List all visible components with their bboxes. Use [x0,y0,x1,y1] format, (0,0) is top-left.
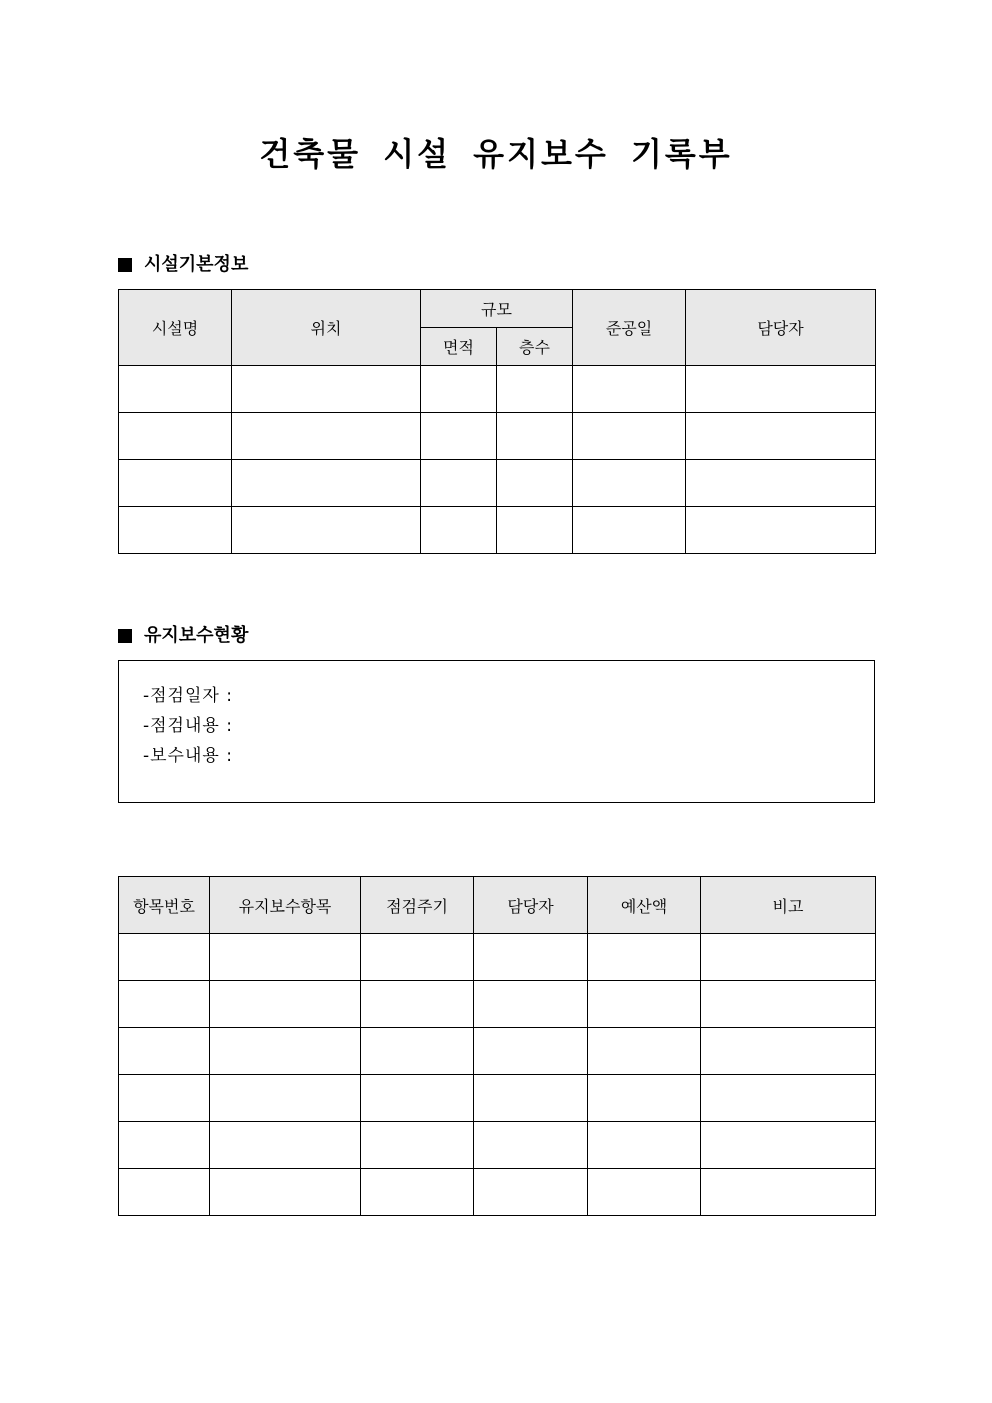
table-cell[interactable] [361,1169,474,1216]
table-cell[interactable] [474,934,588,981]
table-row [119,934,876,981]
square-bullet-icon [118,258,132,272]
table-cell[interactable] [119,1169,210,1216]
table-cell[interactable] [497,507,573,554]
table-cell[interactable] [588,934,701,981]
table-cell[interactable] [232,366,421,413]
table-cell[interactable] [686,460,876,507]
page-title: 건축물 시설 유지보수 기록부 [259,135,733,173]
table-cell[interactable] [701,981,876,1028]
table-cell[interactable] [119,981,210,1028]
table-cell[interactable] [361,1122,474,1169]
table-cell[interactable] [232,507,421,554]
table-cell[interactable] [573,507,686,554]
table-cell[interactable] [232,460,421,507]
table-cell[interactable] [701,1075,876,1122]
table-row [119,460,876,507]
header-manager: 담당자 [474,877,588,934]
maintenance-items-table [118,876,876,1216]
section-heading-maintenance-status [118,624,248,648]
table-cell[interactable] [119,507,232,554]
table-cell[interactable] [701,934,876,981]
header-completion-date: 준공일 [573,290,686,366]
header-item-number: 항목번호 [119,877,210,934]
maintenance-status-box[interactable] [118,660,875,803]
header-budget: 예산액 [588,877,701,934]
table-cell[interactable] [421,413,497,460]
table-cell[interactable] [701,1028,876,1075]
facility-info-table [118,289,876,554]
table-cell[interactable] [588,1028,701,1075]
table-cell[interactable] [474,1075,588,1122]
table-cell[interactable] [497,366,573,413]
table-row [119,1169,876,1216]
table-cell[interactable] [361,1075,474,1122]
table-cell[interactable] [119,934,210,981]
table-row [119,507,876,554]
inspection-content-label: -점검내용 : [143,716,233,736]
table-cell[interactable] [497,413,573,460]
table-cell[interactable] [119,460,232,507]
table-cell[interactable] [573,460,686,507]
table-cell[interactable] [686,413,876,460]
header-scale: 규모 [421,290,573,328]
table-cell[interactable] [588,1075,701,1122]
header-inspection-cycle: 점검주기 [361,877,474,934]
table-row [119,1075,876,1122]
table-cell[interactable] [701,1169,876,1216]
table-cell[interactable] [210,981,361,1028]
table-cell[interactable] [701,1122,876,1169]
table-cell[interactable] [421,460,497,507]
table-row [119,1122,876,1169]
table-cell[interactable] [119,1122,210,1169]
table-cell[interactable] [210,1122,361,1169]
header-location: 위치 [232,290,421,366]
square-bullet-icon [118,629,132,643]
table-cell[interactable] [361,981,474,1028]
table-cell[interactable] [474,1169,588,1216]
table-row [119,366,876,413]
header-area: 면적 [421,328,497,366]
table-cell[interactable] [497,460,573,507]
table-cell[interactable] [210,1028,361,1075]
status-lines [143,681,233,771]
header-maintenance-item: 유지보수항목 [210,877,361,934]
table-cell[interactable] [361,934,474,981]
table-cell[interactable] [474,1028,588,1075]
header-facility-name: 시설명 [119,290,232,366]
table-cell[interactable] [686,507,876,554]
table-cell[interactable] [232,413,421,460]
header-floors: 층수 [497,328,573,366]
table-cell[interactable] [588,1122,701,1169]
table-cell[interactable] [210,1169,361,1216]
table-cell[interactable] [119,1075,210,1122]
table-cell[interactable] [686,366,876,413]
table-cell[interactable] [119,413,232,460]
table-cell[interactable] [573,413,686,460]
table-cell[interactable] [474,981,588,1028]
section-heading-label: 유지보수현황 [144,625,249,646]
table-row [119,981,876,1028]
table-row [119,1028,876,1075]
header-remarks: 비고 [701,877,876,934]
table-cell[interactable] [119,1028,210,1075]
section-heading-label: 시설기본정보 [144,254,249,275]
table-cell[interactable] [573,366,686,413]
table-cell[interactable] [421,366,497,413]
table-cell[interactable] [474,1122,588,1169]
inspection-date-label: -점검일자 : [143,686,233,706]
table-cell[interactable] [210,1075,361,1122]
section-heading-facility-info [118,253,248,277]
repair-content-label: -보수내용 : [143,746,233,766]
table-cell[interactable] [119,366,232,413]
table-cell[interactable] [421,507,497,554]
header-manager: 담당자 [686,290,876,366]
table-cell[interactable] [210,934,361,981]
table-row [119,413,876,460]
table-cell[interactable] [588,1169,701,1216]
table-cell[interactable] [588,981,701,1028]
table-cell[interactable] [361,1028,474,1075]
